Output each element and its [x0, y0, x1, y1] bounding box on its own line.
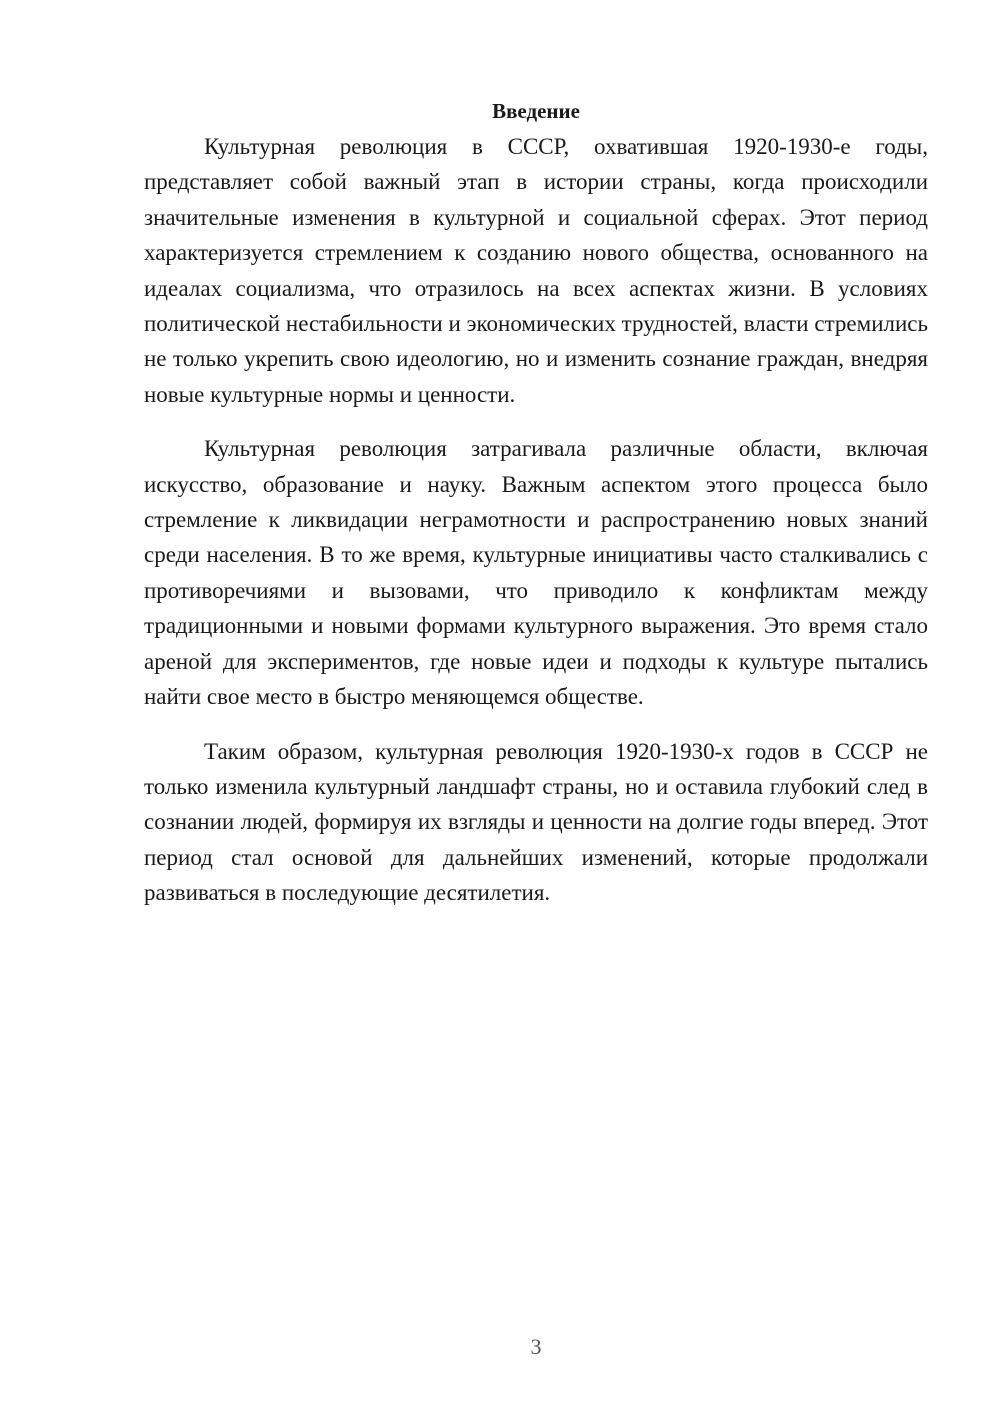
paragraph-1: Культурная революция в СССР, охватившая 1920-1930-е годы, представляет собой важный этап в истории страны, когда происходили значительные изменения в культурной и социальной сферах. Этот период характеризуется стремлением к созданию нового общества, основанного на идеалах социализма, что отразилось на всех аспектах жизни. В условиях политической нестабильности и экономических трудностей, власти стремились не только укрепить свою идеологию, но и изменить сознание граждан, внедряя новые культурные нормы и ценности. [144, 134, 928, 407]
page-content [144, 94, 928, 930]
page-number: 3 [530, 1334, 542, 1359]
paragraph-2: Культурная революция затрагивала различные области, включая искусство, образование и науку. Важным аспектом этого процесса было стремление к ликвидации неграмотности и распространению новых знаний среди населения. В то же время, культурные инициативы часто сталкивались с противоречиями и вызовами, что приводило к конфликтам между традиционными и новыми формами культурного выражения. Это время стало ареной для экспериментов, где новые идеи и подходы к культуре пытались найти свое место в быстро меняющемся обществе. [144, 436, 928, 710]
paragraph-3: Таким образом, культурная революция 1920-1930-х годов в СССР не только изменила культурный ландшафт страны, но и оставила глубокий след в сознании людей, формируя их взгляды и ценности на долгие годы вперед. Этот период стал основой для дальнейших изменений, которые продолжали развиваться в последующие десятилетия. [144, 738, 928, 906]
section-heading: Введение [492, 99, 580, 123]
